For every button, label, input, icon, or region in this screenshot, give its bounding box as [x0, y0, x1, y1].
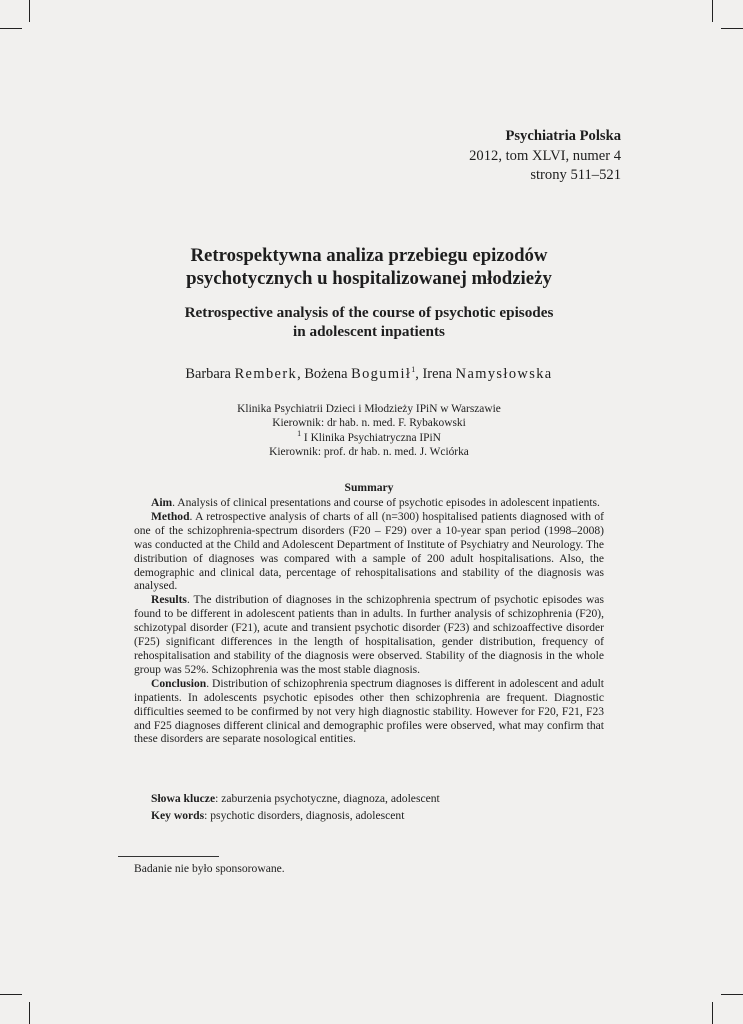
author-2-affiliation-marker: 1	[411, 365, 416, 375]
footnote: Badanie nie było sponsorowane.	[134, 862, 285, 875]
summary-heading: Summary	[344, 481, 394, 494]
title-english	[134, 304, 604, 341]
results-text: . The distribution of diagnoses in the schizophrenia spectrum of psychotic episodes was found to be different in adolescent patients than in adults. In further analysis of schizophrenia (F20), schizotypal disorder (F21), acute and transient psychotic disorder (F23) and schizoaffective disorder (F25) significant differences in the length of hospitalisation, gender distribution, frequency of rehospitalisation and stability of the diagnosis were observed. Stability of the diagnosis in the whole group was 52%. Schizophrenia was the most stable diagnosis.	[134, 594, 604, 676]
aim-label: Aim	[151, 497, 173, 509]
crop-mark-bottom-left-horizontal	[0, 994, 22, 995]
author-3-last-name: Namysłowska	[455, 366, 553, 382]
journal-volume: 2012, tom XLVI, numer 4	[469, 147, 621, 164]
affiliation-line-3-text: I Klinika Psychiatryczna IPiN	[301, 431, 441, 444]
journal-header	[469, 127, 621, 186]
crop-mark-top-right-horizontal	[721, 28, 743, 29]
conclusion-text: . Distribution of schizophrenia spectrum diagnoses is different in adolescent and adult inpatients. In adolescents psychotic episodes other then schizophrenia are frequent. Diagnostic difficulties seemed to be confirmed by not very high diagnostic stability. However for F20, F21, F23 and F25 diagnoses different clinical and demographic profiles were observed, what may confirm that these disorders are separate nosological entities.	[134, 677, 604, 746]
abstract	[134, 497, 604, 747]
abstract-method	[134, 511, 604, 594]
aim-text: . Analysis of clinical presentations and course of psychotic episodes in adolescent inpatients.	[172, 497, 600, 509]
author-3	[422, 366, 552, 382]
method-text: . A retrospective analysis of charts of all (n=300) hospitalised patients diagnosed with of one of the schizophrenia-spectrum disorders (F20 – F29) over a 10-year span period (1998–2008) was conducted at the Child and Adolescent Department of Institute of Psychiatry and Neurology. The distribution of diagnoses was compared with a sample of 200 adult hospitalisations. Also, the demographic and clinical data, percentage of rehospitalisations and stability of the diagnosis was analysed.	[134, 510, 604, 593]
affiliations	[134, 402, 604, 459]
affiliation-marker: 1	[297, 428, 302, 438]
keywords-english	[151, 808, 440, 825]
conclusion-label: Conclusion	[151, 677, 207, 690]
title-english-line-1: Retrospective analysis of the course of psychotic episodes	[184, 304, 554, 321]
results-label: Results	[151, 594, 187, 607]
footnote-divider	[118, 856, 219, 857]
author-3-first-name: Irena	[422, 366, 453, 382]
affiliation-line-4: Kierownik: prof. dr hab. n. med. J. Wciórka	[269, 445, 469, 458]
method-label: Method	[151, 510, 190, 523]
title-polish-line-1: Retrospektywna analiza przebiegu epizodów	[190, 245, 548, 266]
keywords-english-text: : psychotic disorders, diagnosis, adolescent	[204, 808, 405, 822]
author-2	[304, 366, 415, 382]
affiliation-line-1: Klinika Psychiatrii Dzieci i Młodzieży IPiN w Warszawie	[237, 403, 501, 415]
crop-mark-bottom-left-vertical	[29, 1002, 30, 1024]
keywords-polish-text: : zaburzenia psychotyczne, diagnoza, adolescent	[215, 792, 440, 805]
crop-mark-bottom-right-vertical	[712, 1002, 713, 1024]
journal-name: Psychiatria Polska	[505, 128, 621, 144]
author-1-last-name: Remberk	[234, 366, 298, 382]
crop-mark-top-left-horizontal	[0, 28, 22, 29]
author-2-last-name: Bogumił	[351, 366, 412, 382]
abstract-conclusion	[134, 678, 604, 748]
keywords-polish	[151, 791, 440, 808]
title-english-line-2: in adolescent inpatients	[293, 322, 445, 340]
keywords-english-label: Key words	[151, 808, 205, 822]
affiliation-line-2: Kierownik: dr hab. n. med. F. Rybakowski	[272, 417, 466, 430]
abstract-results	[134, 594, 604, 677]
crop-mark-bottom-right-horizontal	[721, 994, 743, 995]
author-1	[185, 366, 297, 382]
keywords	[151, 791, 440, 824]
author-2-first-name: Bożena	[304, 366, 348, 382]
abstract-aim	[134, 497, 604, 511]
title-polish	[134, 244, 604, 290]
title-polish-line-2: psychotycznych u hospitalizowanej młodzieży	[186, 268, 552, 289]
keywords-polish-label: Słowa klucze	[151, 792, 216, 805]
affiliation-line-3	[134, 428, 604, 445]
author-list: Barbara Remberk, Bożena Bogumił$^1$, Irena Namysłowska	[185, 365, 553, 382]
crop-mark-top-right-vertical	[712, 0, 713, 22]
journal-pages: strony 511–521	[530, 167, 621, 183]
crop-mark-top-left-vertical	[29, 0, 30, 22]
author-1-first-name: Barbara	[185, 366, 231, 382]
